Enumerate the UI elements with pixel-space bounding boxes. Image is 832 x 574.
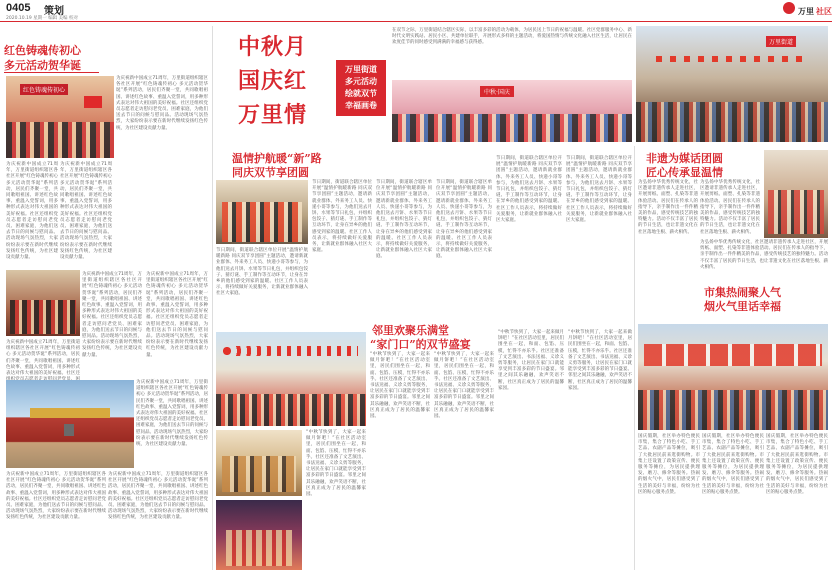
right-lower-body-1: 国庆假期，社区举办特色便民市集，集合了特色小吃、手工艺品、农副产品等摊位，吸引了大批居民前来逛街购物。市集上还设置了政策宣传、便民服务等摊位，为居民提供理发、磨刀、修伞等服务。热闹的烟火气中，居民们感受到了生活的美好与幸福，纷纷为社区的贴心服务点赞。 (638, 434, 700, 495)
center-photo-mooncakes (216, 430, 302, 496)
left-article-title-1: 红色铸魂传初心 (4, 44, 81, 57)
right-photo-crowd (636, 102, 828, 142)
center-lower-body-5: “中秋节快到了，大家一起来做月饼吧！”在社区活动室里，居民们围坐在一起，和面、包馅、压模，忙得不亦乐乎。社区还准备了文艺演出、书法送福、义诊义剪等服务，让居民在家门口就能享受到丰富多彩的节日盛宴。邻里之间其乐融融，欢声笑语不断，社区真正成为了居民的温馨家园。 (568, 330, 632, 391)
column-divider-left (212, 26, 213, 570)
center-photo-performance-stage (226, 530, 292, 566)
center-photo-lanterns-crowd (216, 394, 366, 426)
left-article-body-7: 为庆祝新中国成立71周年，万里街道组织辖区各社区开展“红色铸魂传初心 多元活动贺华诞”系列活动，居民们齐聚一堂，共同歌唱祖国、讲述红色故事、重温入党誓词，用多种形式表达对伟大祖国的美好祝福。社区还组织党员志愿者走访慰问老党员、困难家庭，为他们送去节日的问候与慰问品。活动现场气氛热烈，大家纷纷表示要在新时代继续发扬红色传统，为社区建设贡献力量。 (136, 380, 208, 448)
masthead-subtitle-2: 多元活动 (345, 77, 377, 86)
center-photo-volunteers-people (222, 202, 302, 242)
left-photo-group (6, 270, 80, 336)
right-lower-body-3: 国庆假期，社区举办特色便民市集，集合了特色小吃、手工艺品、农副产品等摊位，吸引了大批居民前来逛街购物。市集上还设置了政策宣传、便民服务等摊位，为居民提供理发、磨刀、修伞等服务。热闹的烟火气中，居民们感受到了生活的美好与幸福，纷纷为社区的贴心服务点赞。 (766, 434, 828, 495)
center-article-title-1: 温情护航暖“新”路 (232, 152, 322, 165)
right-photo-street (636, 26, 828, 142)
left-photo-celebration (6, 76, 114, 158)
center-lower-body-2: “中秋节快到了，大家一起来做月饼吧！”在社区活动室里，居民们围坐在一起，和面、包馅、压模，忙得不亦乐乎。社区还准备了文艺演出、书法送福、义诊义剪等服务，让居民在家门口就能享受到丰富多彩的节日盛宴。邻里之间其乐融融，欢声笑语不断，社区真正成为了居民的温馨家园。 (370, 352, 430, 420)
section-label-left: 策划 (44, 6, 64, 17)
left-photo-group-people (10, 300, 76, 334)
left-article-body-2: 为庆祝新中国成立71周年，万里街道组织辖区各社区开展“红色铸魂传初心 多元活动贺华诞”系列活动，居民们齐聚一堂，共同歌唱祖国、讲述红色故事、重温入党誓词，用多种形式表达对伟大祖国的美好祝福。社区还组织党员志愿者走访慰问老党员、困难家庭，为他们送去节日的问候与慰问品。活动现场气氛热烈，大家纷纷表示要在新时代继续发扬红色传统，为社区建设贡献力量。 (6, 162, 58, 261)
right-lower-body-2: 国庆假期，社区举办特色便民市集，集合了特色小吃、手工艺品、农副产品等摊位，吸引了大批居民前来逛街购物。市集上还设置了政策宣传、便民服务等摊位，为居民提供理发、磨刀、修伞等服务。热闹的烟火气中，居民们感受到了生活的美好与幸福，纷纷为社区的贴心服务点赞。 (702, 434, 764, 495)
right-lower-title-2: 烟火气里话幸福 (704, 300, 781, 313)
left-article-body-3: 为庆祝新中国成立71周年，万里街道组织辖区各社区开展“红色铸魂传初心 多元活动贺华诞”系列活动，居民们齐聚一堂，共同歌唱祖国、讲述红色故事、重温入党誓词，用多种形式表达对伟大祖国的美好祝福。社区还组织党员志愿者走访慰问老党员、困难家庭，为他们送去节日的问候与慰问品。活动现场气氛热烈，大家纷纷表示要在新时代继续发扬红色传统，为社区建设贡献力量。 (60, 162, 112, 261)
center-photo-lanterns-row (222, 346, 358, 356)
center-article-title-2: 同庆双节享团圆 (232, 166, 309, 179)
left-photo-banner: 红色铸魂传初心 (20, 84, 68, 95)
left-article-body-8: 为庆祝新中国成立71周年，万里街道组织辖区各社区开展“红色铸魂传初心 多元活动贺华诞”系列活动，居民们齐聚一堂，共同歌唱祖国、讲述红色故事、重温入党誓词，用多种形式表达对伟大祖国的美好祝福。社区还组织党员志愿者走访慰问老党员、困难家庭，为他们送去节日的问候与慰问品。活动现场气氛热烈，大家纷纷表示要在新时代继续发扬红色传统，为社区建设贡献力量。 (6, 472, 106, 521)
masthead-subtitle-4: 幸福画卷 (345, 101, 377, 110)
center-article-body-2: 节日期间，街道联合辖区单位开展“温情护航暖新路 同庆双节享团圆”主题活动，邀请新就业群体、外来务工人员、快递小哥等参与，为他们送去月饼、水果等节日礼包，并组织包饺子、猜灯谜、手工制作等互动环节，让身在异乡的他们感受到家的温暖。社区工作人员表示，将持续做好关爱服务，让新就业群体融入社区大家庭。 (312, 180, 372, 254)
center-lower-title-1: 邻里欢聚乐满堂 (372, 324, 449, 337)
right-photo-craft (764, 150, 828, 238)
section-label-right-sub: 社区 (816, 7, 832, 16)
right-article-title-2: 匠心传承显温情 (646, 166, 723, 179)
left-article-body-6: 为庆祝新中国成立71周年，万里街道组织辖区各社区开展“红色铸魂传初心 多元活动贺华诞”系列活动，居民们齐聚一堂，共同歌唱祖国、讲述红色故事、重温入党誓词，用多种形式表达对伟大祖国的美好祝福。社区还 (6, 340, 80, 377)
center-lower-body-1: “中秋节快到了，大家一起来做月饼吧！”在社区活动室里，居民们围坐在一起，和面、包馅、压模，忙得不亦乐乎。社区还准备了文艺演出、书法送福、义诊义剪等服务，让居民在家门口就能享受到丰富多彩的节日盛宴。邻里之间其乐融融，欢声笑语不断，社区真正成为了居民的温馨家园。 (306, 430, 366, 498)
right-photo-sign: 万里街道 (766, 36, 796, 47)
center-article-body-1: 节日期间，街道联合辖区单位开展“温情护航暖新路 同庆双节享团圆”主题活动，邀请新就业群体、外来务工人员、快递小哥等参与，为他们送去月饼、水果等节日礼包，并组织包饺子、猜灯谜、手工制作等互动环节，让身在异乡的他们感受到家的温暖。社区工作人员表示，将持续做好关爱服务，让新就业群体融入社区大家庭。 (216, 248, 308, 297)
masthead-line-3: 万里情 (238, 102, 308, 128)
right-article-body-2: 为弘扬中华优秀传统文化，社区邀请非遗传承人走进社区，开展剪纸、面塑、扎染等非遗体验活动。居民们在传承人的指导下，亲手制作出一件件精美的作品，感受传统技艺的独特魅力。活动不仅丰富了居民的节日生活，也让非遗文化在社区落地生根、薪火相传。 (700, 180, 760, 235)
left-article-title-underline (4, 72, 99, 73)
masthead-subtitle-1: 万里街道 (345, 65, 377, 74)
right-article-title-1: 非遗为媒话团圆 (646, 152, 723, 165)
center-lower-body-3: “中秋节快到了，大家一起来做月饼吧！”在社区活动室里，居民们围坐在一起，和面、包馅、压模，忙得不亦乐乎。社区还准备了文艺演出、书法送福、义诊义剪等服务，让居民在家门口就能享受到丰富多彩的节日盛宴。邻里之间其乐融融，欢声笑语不断，社区真正成为了居民的温馨家园。 (434, 352, 494, 420)
left-photo-crowd (6, 122, 114, 158)
center-article-body-3: 节日期间，街道联合辖区单位开展“温情护航暖新路 同庆双节享团圆”主题活动，邀请新就业群体、外来务工人员、快递小哥等参与，为他们送去月饼、水果等节日礼包，并组织包饺子、猜灯谜、手工制作等互动环节，让身在异乡的他们感受到家的温暖。社区工作人员表示，将持续做好关爱服务，让新就业群体融入社区大家庭。 (376, 180, 432, 260)
right-photo-craft-table (768, 190, 824, 234)
left-photo-flag (84, 96, 102, 108)
left-article-body-5: 为庆祝新中国成立71周年，万里街道组织辖区各社区开展“红色铸魂传初心 多元活动贺华诞”系列活动，居民们齐聚一堂，共同歌唱祖国、讲述红色故事、重温入党誓词，用多种形式表达对伟大祖国的美好祝福。社区还组织党员志愿者走访慰问老党员、困难家庭，为他们送去节日的问候与慰问品。活动现场气氛热烈，大家纷纷表示要在新时代继续发扬红色传统，为社区建设贡献力量。 (146, 272, 208, 358)
masthead-line-1: 中秋月 (238, 34, 308, 60)
masthead-line-2: 国庆红 (238, 68, 308, 94)
intro-text: 在双节之际，万里街道结合辖区实际，以丰富多彩的活动为载体，为居民送上节日的祝福与温暖。社区党群服务中心、新时代文明实践站、居民小区、共建单位联手，开展形式多样的主题活动，将爱国热情与传统文化融入社区生活，让居民在欢度佳节的同时感受到满满的幸福感与获得感。 (392, 28, 632, 46)
center-photo-lanterns (216, 332, 366, 426)
left-article (4, 24, 210, 572)
center-lower-title-2: “家门口”的双节盛宴 (370, 338, 471, 351)
left-article-body-4: 为庆祝新中国成立71周年，万里街道组织辖区各社区开展“红色铸魂传初心 多元活动贺华诞”系列活动，居民们齐聚一堂，共同歌唱祖国、讲述红色故事、重温入党誓词，用多种形式表达对伟大祖国的美好祝福。社区还组织党员志愿者走访慰问老党员、困难家庭，为他们送去节日的问候与慰问品。活动现场气氛热烈，大家纷纷表示要在新时代继续发扬红色传统，为社区建设贡献力量。 (82, 272, 142, 358)
column-divider-right (634, 146, 635, 570)
page-number: 0405 (6, 2, 31, 14)
center-photo-banner: 中秋·国庆 (480, 86, 514, 97)
date-line: 2020.10.19 星期一 编辑 美编 校对 (6, 16, 78, 21)
right-photo-market-crowd (638, 390, 828, 430)
center-lower-body-4: “中秋节快到了，大家一起来做月饼吧！”在社区活动室里，居民们围坐在一起，和面、包馅、压模，忙得不亦乐乎。社区还准备了文艺演出、书法送福、义诊义剪等服务，让居民在家门口就能享受到丰富多彩的节日盛宴。邻里之间其乐融融，欢声笑语不断，社区真正成为了居民的温馨家园。 (498, 330, 564, 391)
right-article-body-1: 为弘扬中华优秀传统文化，社区邀请非遗传承人走进社区，开展剪纸、面塑、扎染等非遗体验活动。居民们在传承人的指导下，亲手制作出一件件精美的作品，感受传统技艺的独特魅力。活动不仅丰富了居民的节日生活，也让非遗文化在社区落地生根、薪火相传。 (638, 180, 698, 235)
masthead-subtitle-box (336, 60, 386, 116)
right-lower-title-1: 市集热闹聚人气 (704, 286, 781, 299)
center-article-body-6: 节日期间，街道联合辖区单位开展“温情护航暖新路 同庆双节享团圆”主题活动，邀请新就业群体、外来务工人员、快递小哥等参与，为他们送去月饼、水果等节日礼包，并组织包饺子、猜灯谜、手工制作等互动环节，让身在异乡的他们感受到家的温暖。社区工作人员表示，将持续做好关爱服务，让新就业群体融入社区大家庭。 (566, 156, 632, 224)
center-photo-performance (216, 500, 302, 570)
right-article-body-3: 为弘扬中华优秀传统文化，社区邀请非遗传承人走进社区，开展剪纸、面塑、扎染等非遗体验活动。居民们在传承人的指导下，亲手制作出一件件精美的作品，感受传统技艺的独特魅力。活动不仅丰富了居民的节日生活，也让非遗文化在社区落地生根、薪火相传。 (700, 240, 828, 270)
section-label-right: 万里 (798, 7, 814, 16)
right-photo-market (638, 324, 828, 430)
center-photo-festival (392, 80, 632, 142)
left-photo-tiananmen (6, 380, 134, 468)
page-header (0, 0, 832, 22)
center-photo-mooncakes-table (222, 456, 296, 492)
right-photo-market-tents (644, 344, 822, 366)
left-article-title-2: 多元活动贺华诞 (4, 59, 81, 72)
header-logo-icon (783, 2, 795, 14)
center-photo-crowd (392, 114, 632, 142)
right-photo-lanterns (656, 56, 806, 62)
masthead-subtitle-3: 绘就双节 (345, 89, 377, 98)
left-photo-portrait (64, 424, 74, 436)
left-article-body-1: 为庆祝新中国成立71周年，万里街道组织辖区各社区开展“红色铸魂传初心 多元活动贺华诞”系列活动，居民们齐聚一堂，共同歌唱祖国、讲述红色故事、重温入党誓词，用多种形式表达对伟大祖国的美好祝福。社区还组织党员志愿者走访慰问老党员、困难家庭，为他们送去节日的问候与慰问品。活动现场气氛热烈，大家纷纷表示要在新时代继续发扬红色传统，为社区建设贡献力量。 (116, 76, 208, 131)
center-article-body-5: 节日期间，街道联合辖区单位开展“温情护航暖新路 同庆双节享团圆”主题活动，邀请新就业群体、外来务工人员、快递小哥等参与，为他们送去月饼、水果等节日礼包，并组织包饺子、猜灯谜、手工制作等互动环节，让身在异乡的他们感受到家的温暖。社区工作人员表示，将持续做好关爱服务，让新就业群体融入社区大家庭。 (496, 156, 562, 224)
center-photo-volunteers (216, 180, 308, 244)
left-photo-roof (30, 408, 110, 418)
left-article-body-9: 为庆祝新中国成立71周年，万里街道组织辖区各社区开展“红色铸魂传初心 多元活动贺华诞”系列活动，居民们齐聚一堂，共同歌唱祖国、讲述红色故事、重温入党誓词，用多种形式表达对伟大祖国的美好祝福。社区还组织党员志愿者走访慰问老党员、困难家庭，为他们送去节日的问候与慰问品。活动现场气氛热烈，大家纷纷表示要在新时代继续发扬红色传统，为社区建设贡献力量。 (108, 472, 208, 521)
center-article-body-4: 节日期间，街道联合辖区单位开展“温情护航暖新路 同庆双节享团圆”主题活动，邀请新就业群体、外来务工人员、快递小哥等参与，为他们送去月饼、水果等节日礼包，并组织包饺子、猜灯谜、手工制作等互动环节，让身在异乡的他们感受到家的温暖。社区工作人员表示，将持续做好关爱服务，让新就业群体融入社区大家庭。 (436, 180, 492, 260)
